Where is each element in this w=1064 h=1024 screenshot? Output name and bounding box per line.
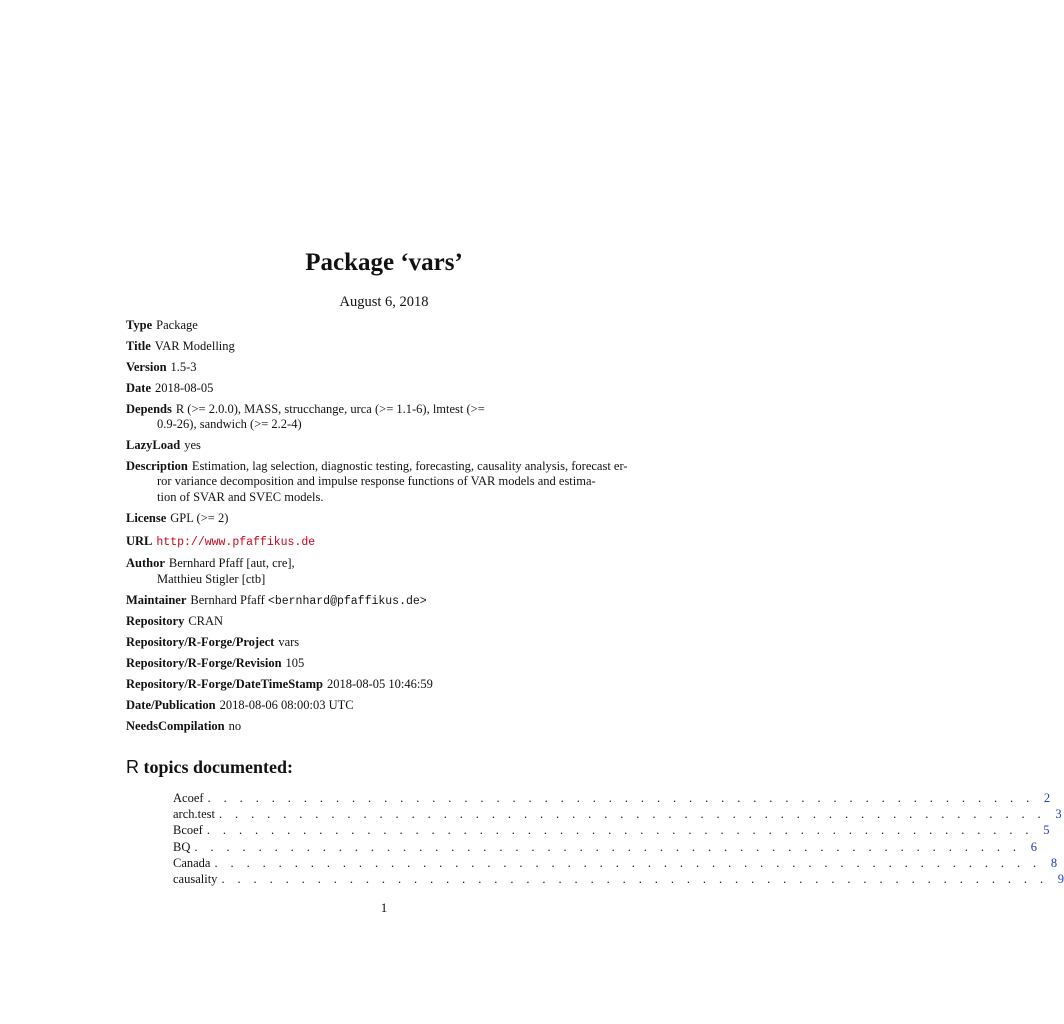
- toc-leader-dots: . . . . . . . . . . . . . . . . . . . . . . . . . . . . . . . . . . . . . . . . . . . . . . . . . . . .: [194, 839, 1021, 854]
- field-label: Depends: [126, 401, 172, 416]
- toc-entry[interactable]: [173, 806, 1062, 822]
- field-value: Bernhard Pfaff [aut, cre],: [168, 556, 295, 571]
- field-rforge-project: [126, 635, 646, 651]
- field-value: 105: [285, 656, 305, 671]
- field-value-continued: tion of SVAR and SVEC models.: [157, 489, 324, 504]
- field-label: Date: [126, 380, 151, 395]
- package-date: August 6, 2018: [339, 294, 429, 310]
- table-of-contents: [173, 790, 1064, 887]
- field-date-publication: [126, 698, 646, 714]
- field-value: 2018-08-06 08:00:03 UTC: [219, 697, 354, 712]
- field-label: License: [126, 510, 167, 525]
- field-license: [126, 511, 646, 527]
- field-value: GPL (>= 2): [170, 510, 229, 525]
- field-lazyload: [126, 438, 646, 454]
- field-value-continued: Matthieu Stigler [ctb]: [157, 571, 266, 586]
- field-author: [126, 556, 646, 587]
- field-value: vars: [278, 635, 300, 650]
- field-label: Repository/R-Forge/Project: [126, 635, 275, 650]
- field-label: URL: [126, 534, 153, 549]
- field-date: [126, 381, 646, 397]
- field-rforge-revision: [126, 656, 646, 672]
- toc-entry[interactable]: [173, 822, 1050, 838]
- toc-leader-dots: . . . . . . . . . . . . . . . . . . . . . . . . . . . . . . . . . . . . . . . . . . . . . . . . . . . .: [219, 807, 1046, 822]
- field-value: R (>= 2.0.0), MASS, strucchange, urca (>= 1.1-6), lmtest (>=: [175, 401, 485, 416]
- field-value-continued: 0.9-26), sandwich (>= 2.2-4): [157, 417, 302, 432]
- field-label: Version: [126, 359, 167, 374]
- field-label: NeedsCompilation: [126, 718, 225, 733]
- toc-page-link[interactable]: 8: [1050, 855, 1058, 870]
- field-label: Description: [126, 458, 188, 473]
- field-value: CRAN: [188, 614, 224, 629]
- toc-entry-name: causality: [173, 871, 218, 886]
- field-value: Bernhard Pfaff: [190, 592, 265, 607]
- section-heading: [126, 757, 293, 778]
- page-number: 1: [380, 900, 388, 915]
- toc-page-link[interactable]: 2: [1043, 791, 1051, 805]
- field-label: Date/Publication: [126, 697, 216, 712]
- toc-entry-name: arch.test: [173, 807, 215, 822]
- url-link[interactable]: http://www.pfaffikus.de: [156, 536, 316, 550]
- field-version: [126, 360, 646, 376]
- toc-leader-dots: . . . . . . . . . . . . . . . . . . . . . . . . . . . . . . . . . . . . . . . . . . . . . . . . . . . .: [207, 791, 1035, 805]
- field-label: LazyLoad: [126, 437, 181, 452]
- field-value: 2018-08-05 10:46:59: [326, 677, 433, 692]
- field-depends: [126, 402, 646, 433]
- toc-page-link[interactable]: 9: [1057, 871, 1064, 886]
- toc-page-link[interactable]: 6: [1030, 839, 1037, 854]
- section-heading-text: topics documented:: [143, 757, 293, 777]
- toc-page-link[interactable]: 3: [1055, 807, 1062, 822]
- toc-leader-dots: . . . . . . . . . . . . . . . . . . . . . . . . . . . . . . . . . . . . . . . . . . . . . . . . . . . .: [206, 823, 1034, 838]
- toc-leader-dots: . . . . . . . . . . . . . . . . . . . . . . . . . . . . . . . . . . . . . . . . . . . . . . . . . . . .: [214, 855, 1042, 870]
- toc-entry-name: Acoef: [173, 791, 204, 805]
- toc-entry-name: BQ: [173, 839, 191, 854]
- field-url: [126, 534, 646, 551]
- field-maintainer: [126, 593, 646, 610]
- field-value: Estimation, lag selection, diagnostic testing, forecasting, causality analysis, forecast er-: [191, 458, 628, 473]
- field-value-continued: ror variance decomposition and impulse response functions of VAR models and estima-: [157, 474, 596, 489]
- field-value: yes: [184, 437, 201, 452]
- field-needscompilation: [126, 719, 646, 735]
- field-value: 2018-08-05: [155, 380, 214, 395]
- field-description: [126, 459, 646, 506]
- field-value: no: [228, 718, 242, 733]
- field-rforge-datetimestamp: [126, 677, 646, 693]
- field-value: Package: [156, 318, 198, 332]
- toc-entry-name: Canada: [173, 855, 211, 870]
- field-label: Repository: [126, 614, 185, 629]
- toc-entry-name: Bcoef: [173, 823, 203, 838]
- maintainer-email: <bernhard@pfaffikus.de>: [267, 594, 427, 608]
- field-type: [126, 318, 646, 334]
- field-repository: [126, 614, 646, 630]
- field-value: 1.5-3: [170, 359, 197, 374]
- field-label: Repository/R-Forge/Revision: [126, 656, 282, 671]
- toc-leader-dots: . . . . . . . . . . . . . . . . . . . . . . . . . . . . . . . . . . . . . . . . . . . . . . . . . . . .: [221, 871, 1049, 886]
- field-label: Maintainer: [126, 592, 187, 607]
- package-title: Package ‘vars’: [305, 249, 463, 276]
- toc-entry[interactable]: [173, 871, 1064, 887]
- r-logo-text: R: [126, 757, 139, 777]
- field-value: VAR Modelling: [154, 338, 235, 353]
- field-label: Title: [126, 338, 151, 353]
- toc-entry[interactable]: [173, 839, 1037, 855]
- field-label: Type: [126, 318, 153, 332]
- field-title: [126, 339, 646, 355]
- description-fields: [126, 318, 646, 740]
- toc-entry[interactable]: [173, 855, 1058, 871]
- toc-entry[interactable]: [173, 790, 1051, 806]
- toc-page-link[interactable]: 5: [1043, 823, 1050, 838]
- field-label: Author: [126, 556, 165, 571]
- field-label: Repository/R-Forge/DateTimeStamp: [126, 677, 323, 692]
